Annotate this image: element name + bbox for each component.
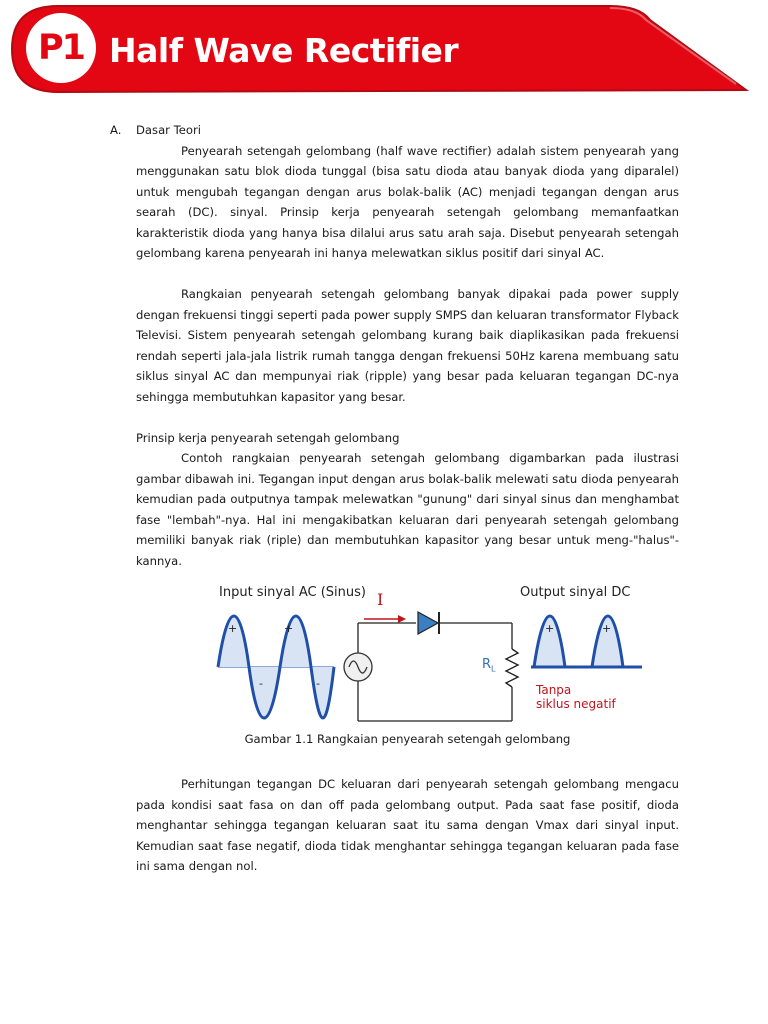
paragraph-3: Contoh rangkaian penyearah setengah gelombang digambarkan pada ilustrasi gambar dibawah ini. Tegangan input dengan arus bolak-balik melewati satu dioda penyearah kemudian pada outputnya tampak melewatkan "gunung" dari sinyal sinus dan menghambat fase "lembah"-nya. Hal ini mengakibatkan keluaran dari penyearah setengah gelombang memiliki banyak riak (riple) dan membutuhkan kapasitor yang besar untuk meng-"halus"-kannya. — [136, 451, 679, 568]
subheading: Prinsip kerja penyearah setengah gelombang — [136, 430, 400, 445]
circuit-figure — [136, 579, 679, 759]
document-body — [110, 120, 679, 877]
badge-label: P1 — [37, 28, 84, 68]
note-line-2: siklus negatif — [536, 697, 616, 711]
input-minus-1: - — [259, 677, 263, 690]
section-heading — [110, 120, 679, 141]
output-plus-2: + — [602, 622, 612, 635]
input-label: Input sinyal AC (Sinus) — [219, 585, 366, 600]
paragraph-2: Rangkaian penyearah setengah gelombang banyak dipakai pada power supply dengan frekuensi tinggi seperti pada power supply SMPS dan keluaran transformator Flyback Televisi. Sistem penyearah setengah gelombang kurang baik diaplikasikan pada frekuensi rendah seperti jala-jala listrik rumah tangga dengan frekuensi 50Hz karena membuang satu siklus sinyal AC dan mempunyai riak (ripple) yang besar pada keluaran tegangan DC-nya sehingga membutuhkan kapasitor yang besar. — [136, 287, 679, 404]
page-title: Half Wave Rectifier — [109, 31, 459, 70]
input-plus-1: + — [228, 622, 238, 635]
diode-symbol — [418, 612, 438, 634]
resistor-label: $R_L$ — [482, 657, 496, 674]
section-marker: A. — [110, 123, 122, 137]
note-line-1: Tanpa — [536, 683, 572, 697]
input-plus-2: + — [284, 622, 294, 635]
output-label: Output sinyal DC — [520, 585, 631, 600]
figure-caption: Gambar 1.1 Rangkaian penyearah setengah gelombang — [244, 732, 571, 746]
paragraph-1: Penyearah setengah gelombang (half wave rectifier) adalah sistem penyearah yang menggunakan satu blok dioda tunggal (bisa satu dioda atau banyak dioda yang diparalel) untuk mengubah tegangan dengan arus bolak-balik (AC) menjadi tegangan dengan arus searah (DC). sinyal. Prinsip kerja penyearah setengah gelombang memanfaatkan karakteristik dioda yang hanya bisa dilalui arus satu arah saja. Disebut penyearah setengah gelombang karena penyearah ini hanya melewatkan siklus positif dari sinyal AC. — [136, 143, 679, 260]
note-label — [536, 683, 616, 711]
section-title: Dasar Teori — [136, 123, 201, 137]
current-label: I — [377, 590, 384, 609]
resistor-symbol — [506, 649, 518, 687]
header-banner — [0, 0, 768, 100]
output-plus-1: + — [545, 622, 555, 635]
paragraph-4: Perhitungan tegangan DC keluaran dari penyearah setengah gelombang mengacu pada kondisi saat fasa on dan off pada gelombang output. Pada saat fase positif, dioda menghantar sehingga tegangan keluaran saat itu sama dengan Vmax dari sinyal input. Kemudian saat fase negatif, dioda tidak menghantar sehingga tegangan keluaran pada fase ini sama dengan nol. — [136, 777, 679, 873]
input-minus-2: - — [316, 677, 320, 690]
